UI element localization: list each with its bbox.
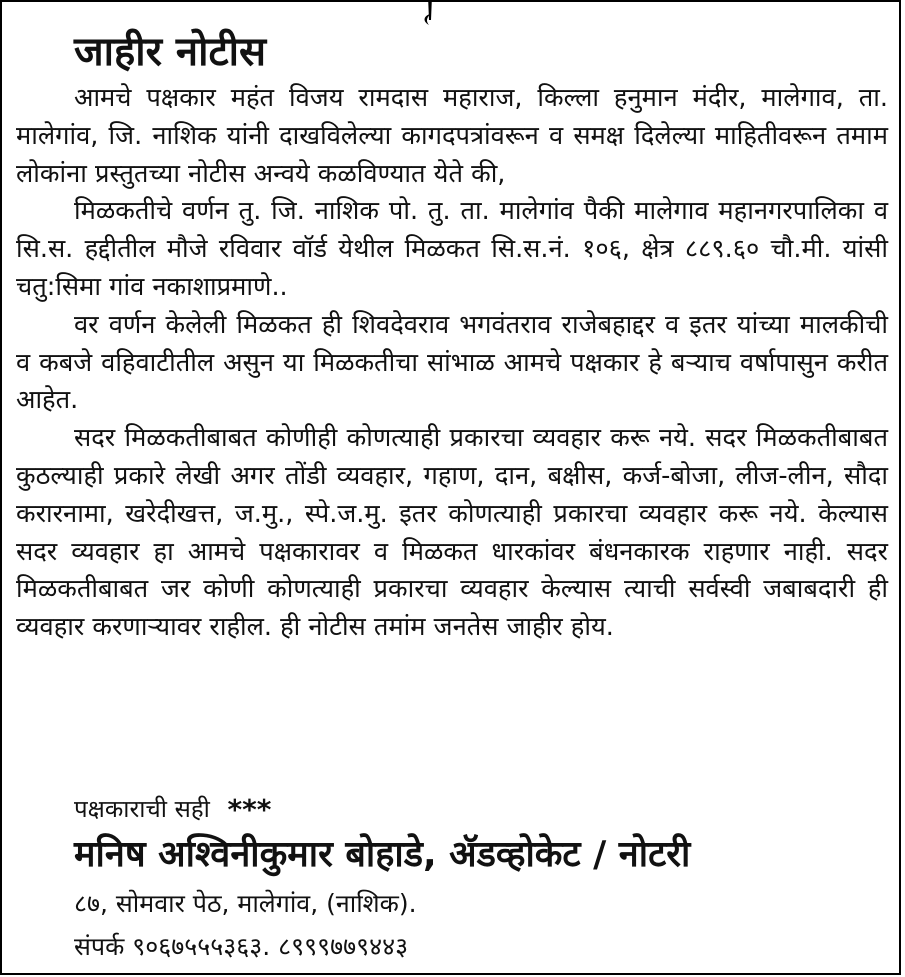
signature-mark: ***: [227, 793, 272, 826]
signature-label: पक्षकाराची सही: [74, 795, 210, 823]
notice-paragraph-2: मिळकतीचे वर्णन तु. जि. नाशिक पो. तु. ता. मालेगांव पैकी मालेगाव महानगरपालिका व सि.स. हद्दीतील मौजे रविवार वॉर्ड येथील मिळकत सि.स.नं. १०६, क्षेत्र ८८९.६० चौ.मी. यांसी चतु:सिमा गांव नकाशाप्रमाणे..: [16, 196, 888, 302]
notice-paragraph-3: वर वर्णन केलेली मिळकत ही शिवदेवराव भगवंतराव राजेबहाद्दर व इतर यांच्या मालकीची व कबजे वहिवाटीतील असुन या मिळकतीचा सांभाळ आमचे पक्षकार हे बऱ्याच वर्षापासुन करीत आहेत.: [16, 309, 888, 416]
notice-body: [16, 80, 888, 647]
signature-row: [74, 792, 271, 827]
advocate-address: ८७, सोमवार पेठ, मालेगांव, (नाशिक).: [74, 889, 417, 918]
notice-title: जाहीर नोटीस: [74, 29, 267, 75]
top-pointer-mark: [420, 0, 438, 26]
notice-paragraph-4: सदर मिळकतीबाबत कोणीही कोणत्याही प्रकारचा व्यवहार करू नये. सदर मिळकतीबाबत कुठल्याही प्रकारे लेखी अगर तोंडी व्यवहार, गहाण, दान, बक्षीस, कर्ज-बोजा, लीज-लीन, सौदा करारनामा, खरेदीखत्त, ज.मु., स्पे.ज.मु. इतर कोणत्याही प्रकारचा व्यवहार करू नये. केल्यास सदर व्यवहार हा आमचे पक्षकारावर व मिळकत धारकांवर बंधनकारक राहणार नाही. सदर मिळकतीबाबत जर कोणी कोणत्याही प्रकारचा व्यवहार केल्यास त्याची सर्वस्वी जबाबदारी ही व्यवहार करणाऱ्यावर राहील. ही नोटीस तमांम जनतेस जाहीर होय.: [16, 423, 888, 643]
advocate-name: मनिष अश्विनीकुमार बोहाडे, ॲडव्होकेट / नोटरी: [74, 834, 691, 875]
notice-paragraph-1: आमचे पक्षकार महंत विजय रामदास महाराज, किल्ला हनुमान मंदीर, मालेगाव, ता. मालेगांव, जि. नाशिक यांनी दाखविलेल्या कागदपत्रांवरून व समक्ष दिलेल्या माहितीवरून तमाम लोकांना प्रस्तुतच्या नोटीस अन्वये कळविण्यात येते की,: [16, 83, 888, 189]
advocate-phone: संपर्क ९०६७५५५३६३. ८९९९७७९४४३: [74, 932, 409, 961]
